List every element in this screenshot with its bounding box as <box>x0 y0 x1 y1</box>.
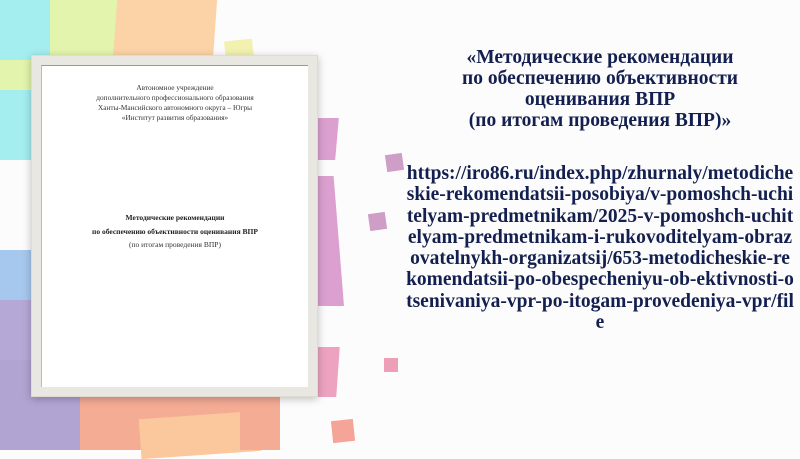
doc-title-line-2: по обеспечению объективности оценивания ВПР <box>92 227 258 236</box>
organization-header <box>42 83 308 123</box>
document-title <box>42 211 308 239</box>
bg-shape-lavender-2 <box>0 300 35 360</box>
slide-title-line-4: (по итогам проведения ВПР)» <box>468 110 732 131</box>
bg-shape-lime-left <box>0 60 35 90</box>
doc-title-line-1: Методические рекомендации <box>125 213 225 222</box>
slide-title-line-1: «Методические рекомендации <box>466 47 734 68</box>
bg-shape-square-2 <box>368 212 387 231</box>
slide-title-line-2: по обеспечению объективности <box>461 68 739 89</box>
org-line-3: Ханты-Мансийского автономного округа – Югры <box>97 103 253 112</box>
document-subtitle: (по итогам проведения ВПР) <box>129 240 221 249</box>
bg-shape-peach <box>113 0 217 60</box>
slide-text-block <box>405 47 795 333</box>
org-line-2: дополнительного профессионального образования <box>96 93 254 102</box>
bg-shape-salmon-right <box>240 395 280 450</box>
slide-title <box>405 47 795 131</box>
slide-title-line-3: оценивания ВПР <box>524 89 676 110</box>
document-preview-page <box>41 65 308 387</box>
bg-shape-square-4 <box>331 419 355 443</box>
bg-shape-pink <box>314 347 339 397</box>
bg-shape-square-1 <box>385 153 404 172</box>
bg-shape-square-3 <box>384 358 398 372</box>
document-preview-frame <box>31 55 318 397</box>
document-url-link[interactable]: https://iro86.ru/index.php/zhurnaly/metodicheskie-rekomendatsii-posobiya/v-pomoshch-uchitelyam-predmetnikam/2025-v-pomoshch-uchitelyam-predmetnikam-i-rukovoditelyam-obrazovatelnykh-organizatsij/653-metodicheskie-rekomendatsii-po-obespecheniyu-ob-ektivnosti-otsenivaniya-vpr-po-itogam-provedeniya-vpr/file <box>406 163 794 334</box>
bg-shape-lime <box>50 0 120 60</box>
org-line-1: Автономное учреждение <box>136 83 214 92</box>
bg-shape-orchid-tall <box>318 176 344 306</box>
org-line-4: «Институт развития образования» <box>121 113 229 122</box>
